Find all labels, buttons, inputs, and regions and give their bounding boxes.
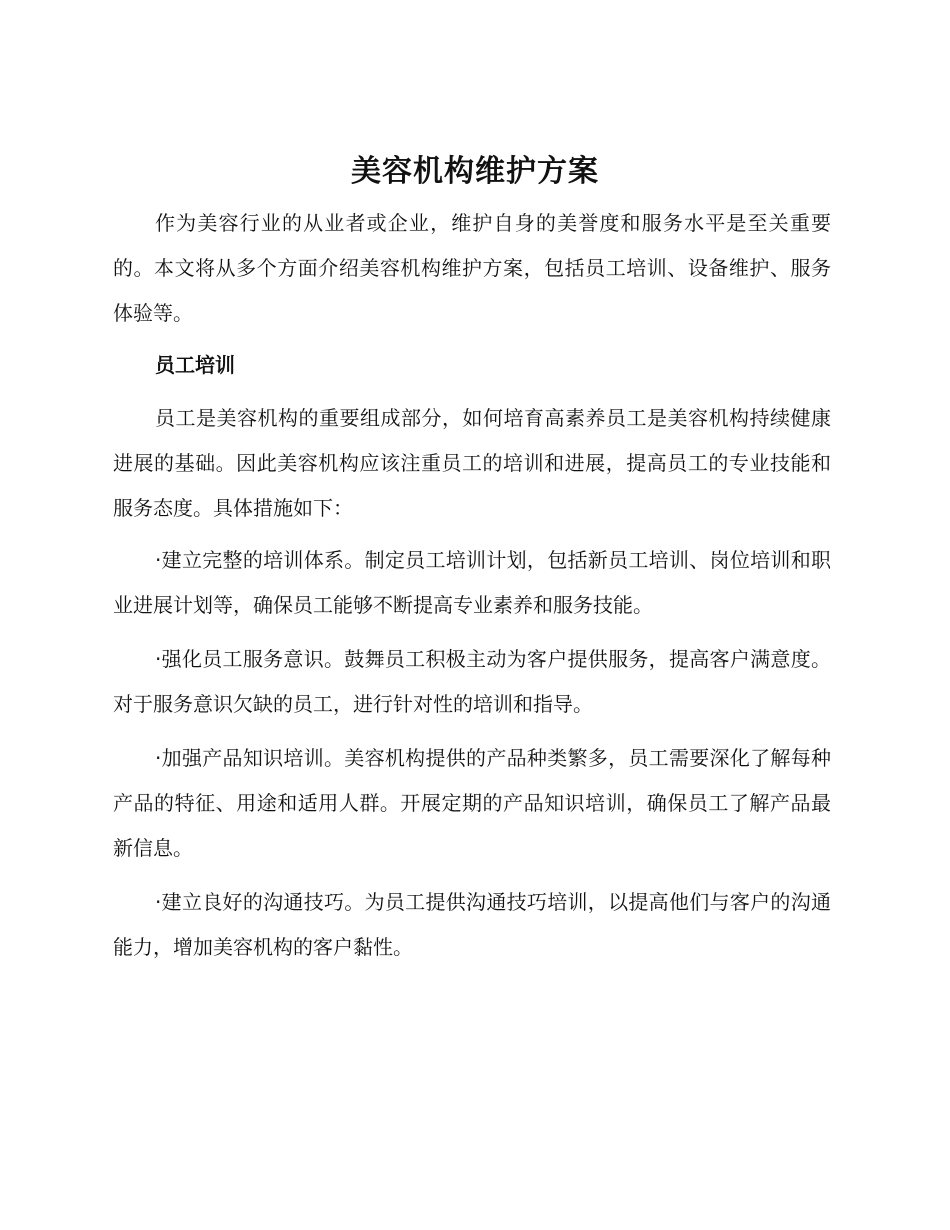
bullet-item <box>113 880 831 970</box>
section-staff-training <box>113 343 831 970</box>
bullet-item <box>113 637 831 727</box>
bullet-marker: · <box>155 890 162 914</box>
document-title: 美容机构维护方案 <box>351 154 599 189</box>
section-heading: 员工培训 <box>155 353 235 377</box>
bullet-item <box>113 736 831 871</box>
document-body <box>113 201 831 979</box>
bullet-text: 建立完整的培训体系。制定员工培训计划，包括新员工培训、岗位培训和职业进展计划等，确保员工能够不断提高专业素养和服务技能。 <box>113 548 831 617</box>
intro-paragraph: 作为美容行业的从业者或企业，维护自身的美誉度和服务水平是至关重要的。本文将从多个方面介绍美容机构维护方案，包括员工培训、设备维护、服务体验等。 <box>113 211 831 325</box>
bullet-text: 加强产品知识培训。美容机构提供的产品种类繁多，员工需要深化了解每种产品的特征、用途和适用人群。开展定期的产品知识培训，确保员工了解产品最新信息。 <box>113 746 831 860</box>
section-body-paragraph: 员工是美容机构的重要组成部分，如何培育高素养员工是美容机构持续健康进展的基础。因此美容机构应该注重员工的培训和进展，提高员工的专业技能和服务态度。具体措施如下： <box>113 406 831 520</box>
bullet-text: 建立良好的沟通技巧。为员工提供沟通技巧培训，以提高他们与客户的沟通能力，增加美容机构的客户黏性。 <box>113 890 831 959</box>
bullet-marker: · <box>155 548 162 572</box>
bullet-marker: · <box>155 647 162 671</box>
bullet-marker: · <box>155 746 162 770</box>
bullet-item <box>113 538 831 628</box>
bullet-text: 强化员工服务意识。鼓舞员工积极主动为客户提供服务，提高客户满意度。对于服务意识欠缺的员工，进行针对性的培训和指导。 <box>113 647 831 716</box>
